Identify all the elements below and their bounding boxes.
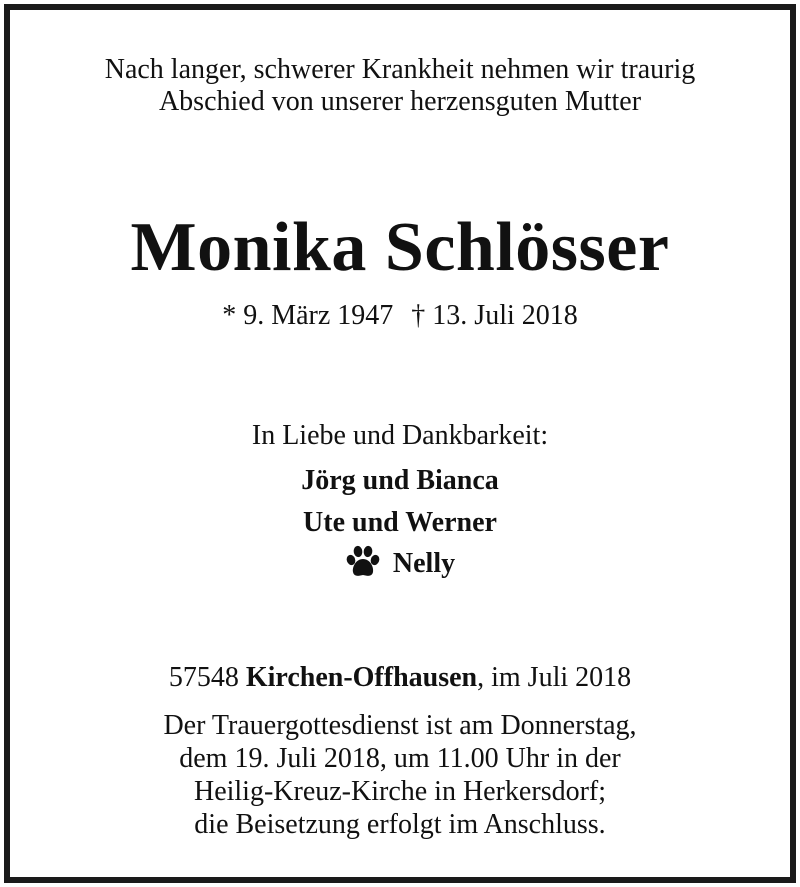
service-line-3: Heilig-Kreuz-Kirche in Herkersdorf; (193, 776, 607, 807)
service-line-1: Der Trauergottesdienst ist am Donnerstag, (163, 710, 637, 741)
life-dates (10, 300, 790, 332)
pet-mourner (10, 546, 790, 590)
birth-date: * 9. März 1947 (222, 300, 394, 331)
place-date: , im Juli 2018 (477, 662, 632, 693)
intro-line-2: Abschied von unserer herzensguten Mutter (158, 86, 642, 117)
obituary-frame (4, 4, 796, 883)
zip-code: 57548 (168, 662, 239, 693)
place-date-line (10, 662, 790, 694)
intro-line-1: Nach langer, schwerer Krankheit nehmen wir traurig (104, 54, 696, 85)
mourner-2: Ute und Werner (303, 507, 497, 538)
service-line-2: dem 19. Juli 2018, um 11.00 Uhr in der (179, 743, 621, 774)
mourners-heading: In Liebe und Dankbarkeit: (251, 420, 549, 451)
service-line-4: die Beisetzung erfolgt im Anschluss. (194, 809, 606, 840)
pet-name: Nelly (392, 548, 456, 579)
mourner-1: Jörg und Bianca (301, 465, 499, 496)
town-name: Kirchen-Offhausen (245, 662, 478, 693)
paw-icon (345, 544, 381, 580)
death-date: † 13. Juli 2018 (411, 300, 578, 331)
deceased-name: Monika Schlösser (130, 209, 670, 286)
